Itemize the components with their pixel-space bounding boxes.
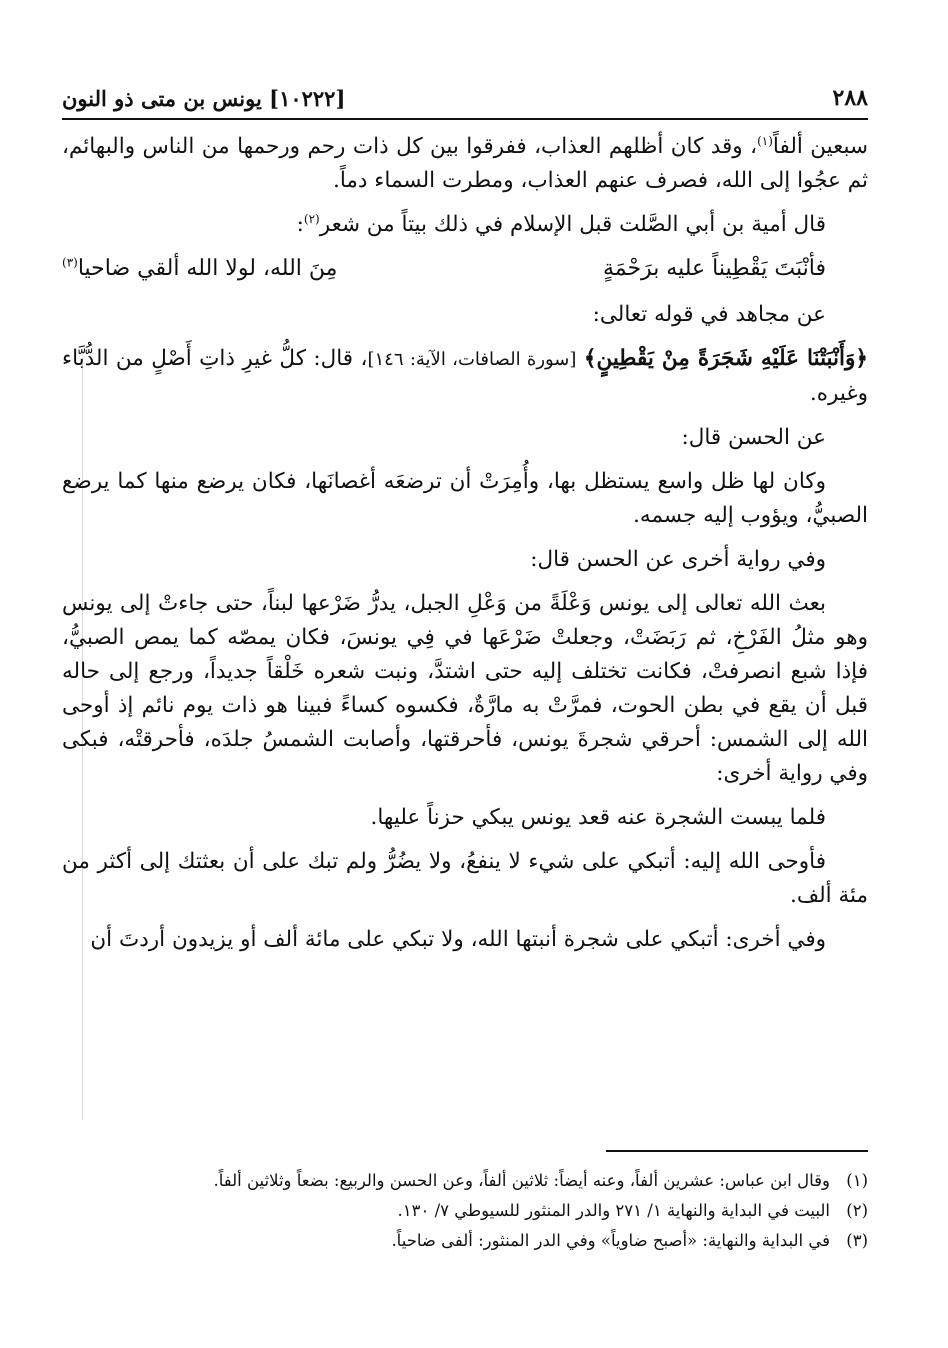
- running-header: [62, 78, 868, 120]
- paragraph-4-rest: ، قال: كلُّ غيرِ ذاتِ أَصْلٍ من الدُّبَّاء وغيره.: [62, 346, 868, 406]
- verse-second-text: مِنَ الله، لولا الله ألقي ضاحيا: [77, 256, 338, 281]
- paragraph-4: [62, 342, 868, 411]
- footnote-text: البيت في البداية والنهاية ١/ ٢٧١ والدر المنثور للسيوطي ٧/ ١٣٠.: [397, 1201, 830, 1220]
- paragraph-3: عن مجاهد في قوله تعالى:: [592, 302, 826, 327]
- footnote-ref-3: (٣): [62, 255, 78, 270]
- footnote-ref-2: (٢): [303, 211, 320, 226]
- poem-verse: [62, 252, 868, 286]
- quran-verse: ﴿وَأَنْبَتْنَا عَلَيْهِ شَجَرَةً مِنْ يَقْطِينٍ﴾: [583, 346, 868, 371]
- paragraph-8: بعث الله تعالى إلى يونس وَعْلَةً من وَعْلِ الجبل، يدرُّ ضَرْعها لبناً، حتى جاءتْ إلى يونس وهو مثلُ الفَرْخِ، ثم رَبَضَتْ، وجعلتْ ضَرْعَها في فِي يونسَ، فكان يمصّه كما يمص الصبيُّ، فإذا شبع انصرفتْ، فكانت تختلف إليه حتى اشتدَّ، ونبت شعره خَلْقاً جديداً، ورجع إلى حاله قبل أن يقع في بطن الحوت، فمرَّتْ به مارَّةٌ، فكسوه كساءً فبينا هو ذات يوم نائم إذ أوحى الله إلى الشمس: أحرقي شجرةَ يونس، فأحرقتها، وأصابت الشمسُ جلدَه، فأحرقتْه، فبكى وفي رواية أخرى:: [62, 591, 868, 786]
- footnote-text: وقال ابن عباس: عشرين ألفاً، وعنه أيضاً: ثلاثين ألفاً، وعن الحسن والربيع: بضعاً وثلاثين ألفاً.: [213, 1171, 830, 1190]
- paragraph-2-text: قال أمية بن أبي الصَّلت قبل الإسلام في ذلك بيتاً من شعر: [319, 212, 826, 237]
- book-page: [62, 78, 868, 1318]
- paragraph-2: [62, 208, 868, 242]
- footnote-3: [62, 1226, 868, 1256]
- paragraph-11: وفي أخرى: أتبكي على شجرة أنبتها الله، ولا تبكي على مائة ألف أو يزيدون أردتَ أن: [90, 927, 826, 952]
- verse-second-hemistich: [62, 252, 337, 286]
- page-number: ٢٨٨: [832, 85, 868, 111]
- paragraph-1: [62, 130, 868, 198]
- footnotes-section: [62, 1150, 868, 1256]
- paragraph-9: فلما يبست الشجرة عنه قعد يونس يبكي حزناً عليها.: [370, 805, 826, 830]
- footnote-number: (١): [846, 1171, 868, 1190]
- paragraph-7: وفي رواية أخرى عن الحسن قال:: [530, 547, 826, 572]
- verse-first-hemistich: فأنْبَتَ يَقْطِيناً عليه برَحْمَةٍ: [602, 256, 826, 281]
- footnote-number: (٢): [846, 1201, 868, 1220]
- paragraph-10: فأوحى الله إليه: أتبكي على شيء لا ينفعُ، ولا يضُرُّ ولم تبك على أن بعثتك إلى أكثر من مئة ألف.: [62, 849, 868, 908]
- footnote-ref-1: (١): [757, 133, 773, 148]
- footnote-text: في البداية والنهاية: «أصبح ضاوياً» وفي الدر المنثور: ألفى ضاحياً.: [391, 1231, 830, 1250]
- paragraph-5: عن الحسن قال:: [681, 425, 826, 450]
- chapter-title: [١٠٢٢٢] يونس بن متى ذو النون: [62, 85, 346, 111]
- footnote-divider: [606, 1150, 868, 1152]
- footnote-1: [62, 1166, 868, 1196]
- paragraph-1-start: سبعين ألفاً: [772, 134, 869, 159]
- paragraph-6: وكان لها ظل واسع يستظل بها، وأُمِرَتْ أن ترضعَه أغصانَها، فكان يرضع منها كما يرضع الصبيُّ، ويؤوب إليه جسمه.: [62, 469, 868, 528]
- main-text: [62, 130, 868, 957]
- paragraph-2-colon: :: [296, 212, 304, 237]
- surah-reference: [سورة الصافات، الآية: ١٤٦]: [367, 349, 577, 370]
- paragraph-1-rest: ، وقد كان أظلهم العذاب، ففرقوا بين كل ذات رحم ورحمها من الناس والبهائم، ثم عجُوا إلى الله، فصرف عنهم العذاب، ومطرت السماء دماً.: [62, 134, 868, 193]
- footnote-number: (٣): [846, 1231, 868, 1250]
- footnote-2: [62, 1196, 868, 1226]
